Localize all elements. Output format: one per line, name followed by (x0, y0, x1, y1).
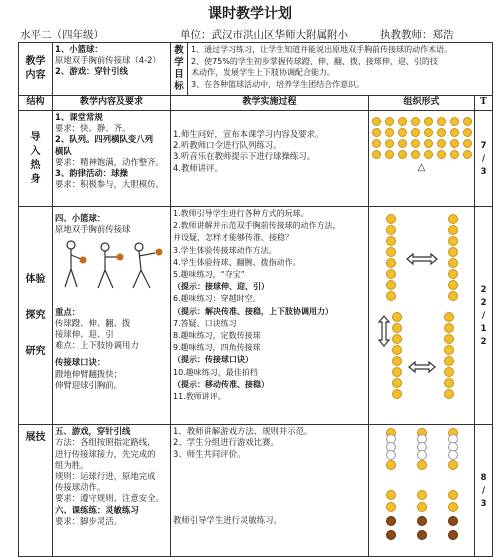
process-line: 10.趣味练习，最佳拍档 (173, 367, 258, 377)
process-line: 2、学生分组进行游戏比赛。 (173, 437, 279, 448)
time-digit: 7 (480, 140, 487, 150)
formation-row (371, 139, 472, 148)
practice-formation-diagram (369, 207, 475, 421)
student-smiley-icon (387, 281, 396, 290)
game-content (53, 425, 171, 557)
student-smiley-icon (385, 128, 394, 137)
time-digit: 1 (480, 323, 487, 334)
cone-marker-icon (387, 451, 396, 460)
student-smiley-icon (387, 259, 396, 268)
student-smiley-icon (372, 150, 381, 159)
practice-content (53, 207, 171, 425)
student-smiley-icon (424, 150, 433, 159)
content-line: 六、课练练：灵敏练习 (55, 504, 139, 515)
student-smiley-icon (393, 313, 402, 322)
content-line: 传接球动作。 (55, 482, 106, 493)
header-process: 教学实施过程 (171, 96, 369, 111)
student-smiley-icon (445, 313, 454, 322)
time-digit: / (481, 485, 486, 496)
student-smiley-icon (411, 150, 420, 159)
content-label-text: 教学内容 (25, 56, 46, 81)
header-formation: 组织形式 (369, 96, 475, 111)
content-line: 2、队列。四列横队变八列 (55, 134, 153, 145)
process-line: 3.听音乐在教师提示下进行球操练习。 (173, 151, 315, 162)
process-line: 2.听教师口令进行队列练习。 (173, 140, 282, 151)
warmup-process (171, 111, 369, 207)
student-smiley-icon (463, 117, 472, 126)
content-line: 要求：快、静、齐。 (55, 123, 131, 134)
student-smiley-icon (387, 461, 396, 470)
content-line: 进行传接球接力，先完成的 (55, 448, 156, 459)
header-time: T (475, 96, 493, 111)
process-line: 2.教师讲解并示范双手胸前传接球的动作方法， (173, 221, 341, 231)
goal-line: 术动作，发展学生上下肢协调配合能力。 (191, 68, 335, 77)
cone-marker-icon (449, 451, 458, 460)
student-smiley-icon (387, 503, 396, 512)
content-line: 1、课堂常规 (55, 112, 103, 122)
time-digit: 3 (480, 166, 487, 176)
student-smiley-icon (445, 379, 454, 388)
goal-label-text: 教学目标 (174, 45, 184, 92)
content-line: 传球蹬、伸、翻、拨 (55, 317, 131, 328)
student-smiley-icon (463, 150, 472, 159)
student-smiley-icon (398, 150, 407, 159)
content-line: 蹬地伸臂翻拨快； (55, 368, 122, 379)
header-content: 教学内容及要求 (53, 96, 171, 111)
content-line: 要求：积极参与，大胆模仿。 (55, 179, 164, 190)
content-line: 方法：各组按照指定路线， (55, 437, 156, 448)
time-digit: 2 (480, 297, 487, 308)
time-game (475, 425, 493, 557)
warmup-row (19, 111, 493, 207)
student-smiley-icon (387, 215, 396, 224)
student-smiley-icon (393, 368, 402, 377)
process-line: （提示：解决传准、接稳，上下肢协调用力） (173, 306, 333, 316)
formation-row (371, 117, 472, 126)
process-line: 1.教师引导学生进行各种方式的玩球。 (173, 209, 309, 218)
content-line: 伸臂迎球引胸前。 (55, 379, 122, 390)
time-digit: 8 (480, 472, 487, 483)
ball-icon (418, 517, 427, 526)
formation-row (371, 128, 472, 137)
vertical-arrow-icon (379, 316, 389, 346)
content-line: 横队 (55, 145, 72, 156)
ball-icon (449, 531, 458, 540)
student-smiley-icon (445, 368, 454, 377)
student-smiley-icon (437, 150, 446, 159)
student-smiley-icon (463, 139, 472, 148)
student-smiley-icon (424, 139, 433, 148)
student-smiley-icon (385, 139, 394, 148)
content-line: 重点： (55, 306, 81, 317)
time-digit: 2 (480, 284, 487, 295)
structure-game: 展技 (19, 425, 53, 557)
process-line: 5.趣味练习，“夺宝” (173, 270, 245, 280)
lesson-plan-table (18, 42, 493, 557)
student-smiley-icon (393, 324, 402, 333)
ball-icon (449, 517, 458, 526)
student-smiley-icon (387, 226, 396, 235)
structure-practice-line: 探究 (25, 309, 46, 321)
content-line: 原地双手胸前传接球 (55, 224, 131, 235)
double-arrow-icon (409, 362, 435, 372)
time-digit: / (481, 153, 486, 163)
student-smiley-icon (418, 491, 427, 500)
student-smiley-icon (449, 281, 458, 290)
student-smiley-icon (393, 346, 402, 355)
double-arrow-icon (407, 254, 437, 264)
student-smiley-icon (387, 270, 396, 279)
header-row (19, 96, 493, 111)
student-smiley-icon (418, 461, 427, 470)
time-digit: 2 (480, 336, 487, 347)
student-smiley-icon (418, 503, 427, 512)
student-smiley-icon (445, 390, 454, 399)
content-line: 3、韵律活动：球操 (55, 168, 128, 179)
content-line: 五、游戏，穿针引线 (55, 426, 131, 437)
header-structure: 结构 (19, 96, 53, 111)
game-process (171, 425, 369, 557)
passing-figures-illustration (55, 235, 167, 297)
student-smiley-icon (385, 117, 394, 126)
student-smiley-icon (393, 335, 402, 344)
content-line: 难点：上下肢协调用力 (55, 340, 139, 351)
goal-line: 2、使75%的学生初步掌握传球蹬、伸、翻、拨，接球伸、迎、引的技 (191, 56, 438, 66)
student-smiley-icon (372, 128, 381, 137)
process-line: （提示：移动传准、接稳） (173, 379, 269, 389)
teacher-label: 执教教师：郑浩 (380, 29, 454, 41)
student-smiley-icon (449, 270, 458, 279)
student-smiley-icon (424, 117, 433, 126)
student-smiley-icon (449, 259, 458, 268)
student-smiley-icon (411, 128, 420, 137)
objectives-row (19, 43, 493, 96)
time-practice (475, 207, 493, 425)
process-line: 8.趣味练习，定数传接球 (173, 331, 261, 341)
warmup-content (53, 111, 171, 207)
goal-line: 3、在各种篮球活动中，培养学生团结合作意识。 (191, 79, 365, 89)
unit-label: 单位：武汉市洪山区华师大附属附小 (180, 29, 348, 41)
page-title: 课时教学计划 (208, 6, 292, 22)
practice-row (19, 207, 493, 425)
content-line: 要求：脚步灵活。 (55, 515, 122, 526)
student-smiley-icon (449, 226, 458, 235)
structure-warmup-text: 导入热身 (30, 131, 41, 185)
ball-icon (387, 517, 396, 526)
structure-practice (19, 207, 53, 425)
cone-marker-icon (418, 451, 427, 460)
student-smiley-icon (449, 491, 458, 500)
student-smiley-icon (387, 237, 396, 246)
process-line: 4.学生体验持球、翻腕、拨指动作。 (173, 257, 301, 267)
student-smiley-icon (449, 248, 458, 257)
goal-text (188, 43, 455, 95)
student-smiley-icon (463, 128, 472, 137)
student-smiley-icon (449, 292, 458, 301)
process-line: 并设疑，怎样才能够传准、接稳？ (173, 233, 293, 243)
student-smiley-icon (437, 139, 446, 148)
structure-warmup (19, 111, 53, 207)
structure-practice-line: 研究 (25, 345, 46, 357)
content-cell (53, 43, 171, 96)
student-smiley-icon (437, 128, 446, 137)
content-line: 组为胜。 (55, 459, 89, 470)
time-digit: 3 (480, 498, 487, 509)
student-smiley-icon (449, 461, 458, 470)
process-line: （提示：传接球口诀） (173, 355, 253, 365)
content-line: 原地双手胸前传接球（4-2） (55, 55, 161, 66)
game-formation-diagram (369, 425, 475, 553)
content-label (19, 43, 53, 96)
process-line: 9.趣味练习，四角传接球 (173, 343, 261, 353)
time-digit: / (481, 310, 486, 321)
student-smiley-icon (450, 128, 459, 137)
student-smiley-icon (393, 357, 402, 366)
content-line: 2、游戏：穿针引线 (55, 66, 128, 77)
student-smiley-icon (449, 215, 458, 224)
practice-formation (369, 207, 475, 425)
formation-row (371, 150, 472, 159)
student-smiley-icon (450, 150, 459, 159)
student-smiley-icon (398, 139, 407, 148)
content-line: 规则：运球行进，原地完成 (55, 471, 156, 482)
student-smiley-icon (411, 139, 420, 148)
student-smiley-icon (387, 248, 396, 257)
student-smiley-icon (372, 139, 381, 148)
process-line: 教师引导学生进行灵敏练习。 (173, 514, 282, 525)
student-smiley-icon (398, 117, 407, 126)
game-row (19, 425, 493, 557)
goal-line: 1、通过学习练习，让学生知道并能说出原地双手胸前传接球的动作术语。 (191, 45, 453, 54)
student-smiley-icon (450, 139, 459, 148)
student-smiley-icon (424, 128, 433, 137)
process-line: 1.师生问好，宣布本课学习内容及要求。 (173, 129, 324, 139)
student-smiley-icon (450, 117, 459, 126)
student-smiley-icon (393, 390, 402, 399)
content-line: 1、小篮球： (55, 44, 103, 54)
student-smiley-icon (437, 117, 446, 126)
process-line: （提示：接球伸、迎、引） (173, 282, 269, 292)
structure-practice-line: 体验 (25, 273, 46, 285)
teacher-triangle-icon: △ (417, 162, 426, 173)
ball-icon (387, 531, 396, 540)
process-line: 3、师生共同评价。 (173, 448, 246, 459)
content-line: 要求：遵守规则、注意安全。 (55, 493, 164, 504)
content-line: 四、小篮球： (55, 213, 106, 223)
content-line: 接球伸、迎、引 (55, 329, 114, 340)
game-formation (369, 425, 475, 557)
content-line: 传接球口诀： (55, 357, 106, 368)
student-smiley-icon (411, 117, 420, 126)
student-smiley-icon (449, 237, 458, 246)
warmup-formation (369, 111, 475, 207)
student-smiley-icon (385, 150, 394, 159)
ball-icon (418, 531, 427, 540)
student-smiley-icon (445, 335, 454, 344)
process-line: 6.趣味练习：穿越时空。 (173, 294, 261, 304)
student-smiley-icon (387, 491, 396, 500)
content-line: 要求：精神饱满，动作整齐。 (55, 156, 164, 167)
goal-cell (171, 43, 493, 96)
time-warmup (475, 111, 493, 207)
student-smiley-icon (398, 128, 407, 137)
student-smiley-icon (449, 503, 458, 512)
goal-label (171, 43, 188, 95)
process-line: 4.教师讲评。 (173, 162, 223, 173)
student-smiley-icon (445, 357, 454, 366)
process-line: 7.答疑、口诀练习 (173, 318, 237, 328)
student-smiley-icon (372, 117, 381, 126)
student-smiley-icon (445, 324, 454, 333)
practice-process (171, 207, 369, 425)
student-smiley-icon (393, 379, 402, 388)
process-line: 11.教师讲评。 (173, 392, 226, 402)
student-smiley-icon (445, 346, 454, 355)
student-smiley-icon (387, 292, 396, 301)
process-line: 1、教师讲解游戏方法、规则并示范。 (173, 426, 313, 437)
process-line: 3.学生体验传接球动作方法。 (173, 245, 277, 255)
level-label: 水平二（四年级） (20, 29, 104, 41)
